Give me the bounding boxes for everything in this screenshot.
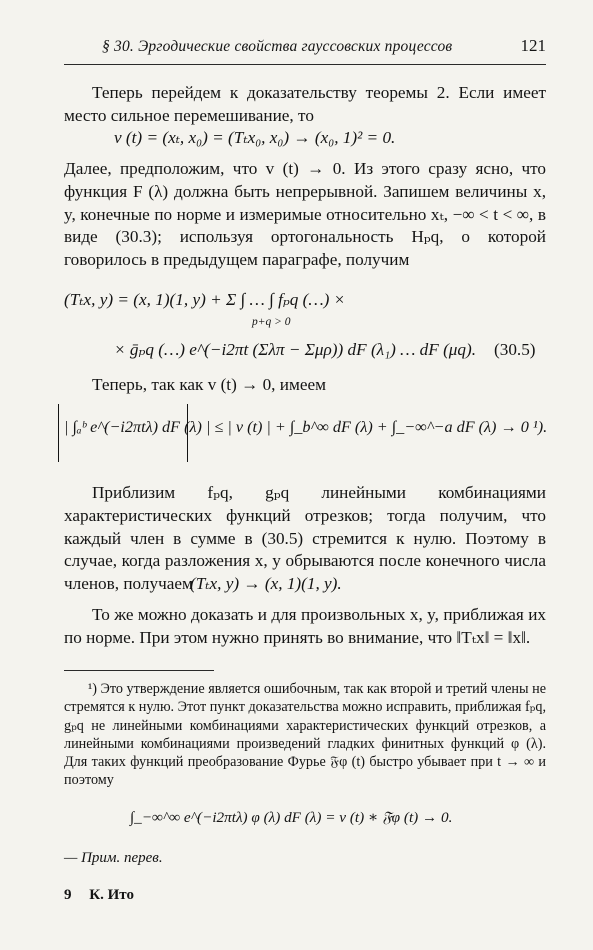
footnote-formula: ∫_−∞^∞ e^(−i2πtλ) φ (λ) dF (λ) = v (t) ∗ 𝔉φ (t) → 0. <box>130 809 453 826</box>
section-title: § 30. Эргодические свойства гауссовских процессов <box>102 38 453 55</box>
inequality-formula: | ∫ₐᵇ e^(−i2πtλ) dF (λ) | ≤ | v (t) | + ∫_b^∞ dF (λ) + ∫_−∞^−a dF (λ) → 0 ¹). <box>64 418 548 436</box>
paragraph-1: Теперь перейдем к доказательству теоремы 2. Если имеет место сильное перемешивание, то <box>64 83 546 125</box>
equation-30-5-line-2: × ḡₚq (…) e^(−i2πt (Σλπ − Σμρ)) dF (λ₁) … dF (μq). <box>114 340 477 359</box>
abs-bar-left <box>58 404 59 462</box>
paragraph-3: Теперь, так как v (t) → 0, имеем <box>92 375 326 394</box>
paragraph-4: Приблизим fₚq, gₚq линейными комбинациями характеристических функций отрезков; тогда получим, что каждый член в сумме в (30.5) стремится к нулю. Поэтому в случае, когда разложения x, y обрываются после конечного числа членов, получаем <box>64 483 546 594</box>
page-number: 121 <box>520 36 546 55</box>
translator-note: — Прим. перев. <box>64 850 163 866</box>
footnote-rule <box>64 670 214 671</box>
equation-30-5-line-1: (Tₜx, y) = (x, 1)(1, y) + Σ ∫ … ∫ fₚq (…) × <box>64 290 346 309</box>
author-mark: К. Ито <box>89 887 134 903</box>
paragraph-5: То же можно доказать и для произвольных x, y, приближая их по норме. При этом нужно принять во внимание, что ‖Tₜx‖ = ‖x‖. <box>64 605 546 647</box>
printer-signature <box>64 887 148 904</box>
equation-limit: (Tₜx, y) → (x, 1)(1, y). <box>190 574 342 593</box>
sum-limit: p+q > 0 <box>252 316 291 328</box>
sheet-number: 9 <box>64 887 72 903</box>
equation-1: v (t) = (xₜ, x₀) = (Tₜx₀, x₀) → (x₀, 1)² = 0. <box>114 128 396 147</box>
running-header <box>64 38 546 65</box>
equation-label: (30.5) <box>494 340 536 359</box>
paragraph-2: Далее, предположим, что v (t) → 0. Из этого сразу ясно, что функция F (λ) должна быть непрерывной. Запишем величины x, y, конечные по норме и измеримые относительно xₜ, −∞ < t < ∞, в виде (30.3); используя ортогональность Hₚq, о которой говорилось в предыдущем параграфе, получим <box>64 159 546 270</box>
footnote-text: ¹) Это утверждение является ошибочным, так как второй и третий члены не стремятся к нулю. Этот пункт доказательства можно исправить, приближая fₚq, gₚq не линейными комбинациями характеристических функций отрезков, а линейными комбинациями произведений гладких финитных функций φ (λ). Для таких функций преобразование Фурье 𝔉φ (t) быстро убывает при t → ∞ и поэтому <box>64 681 546 789</box>
